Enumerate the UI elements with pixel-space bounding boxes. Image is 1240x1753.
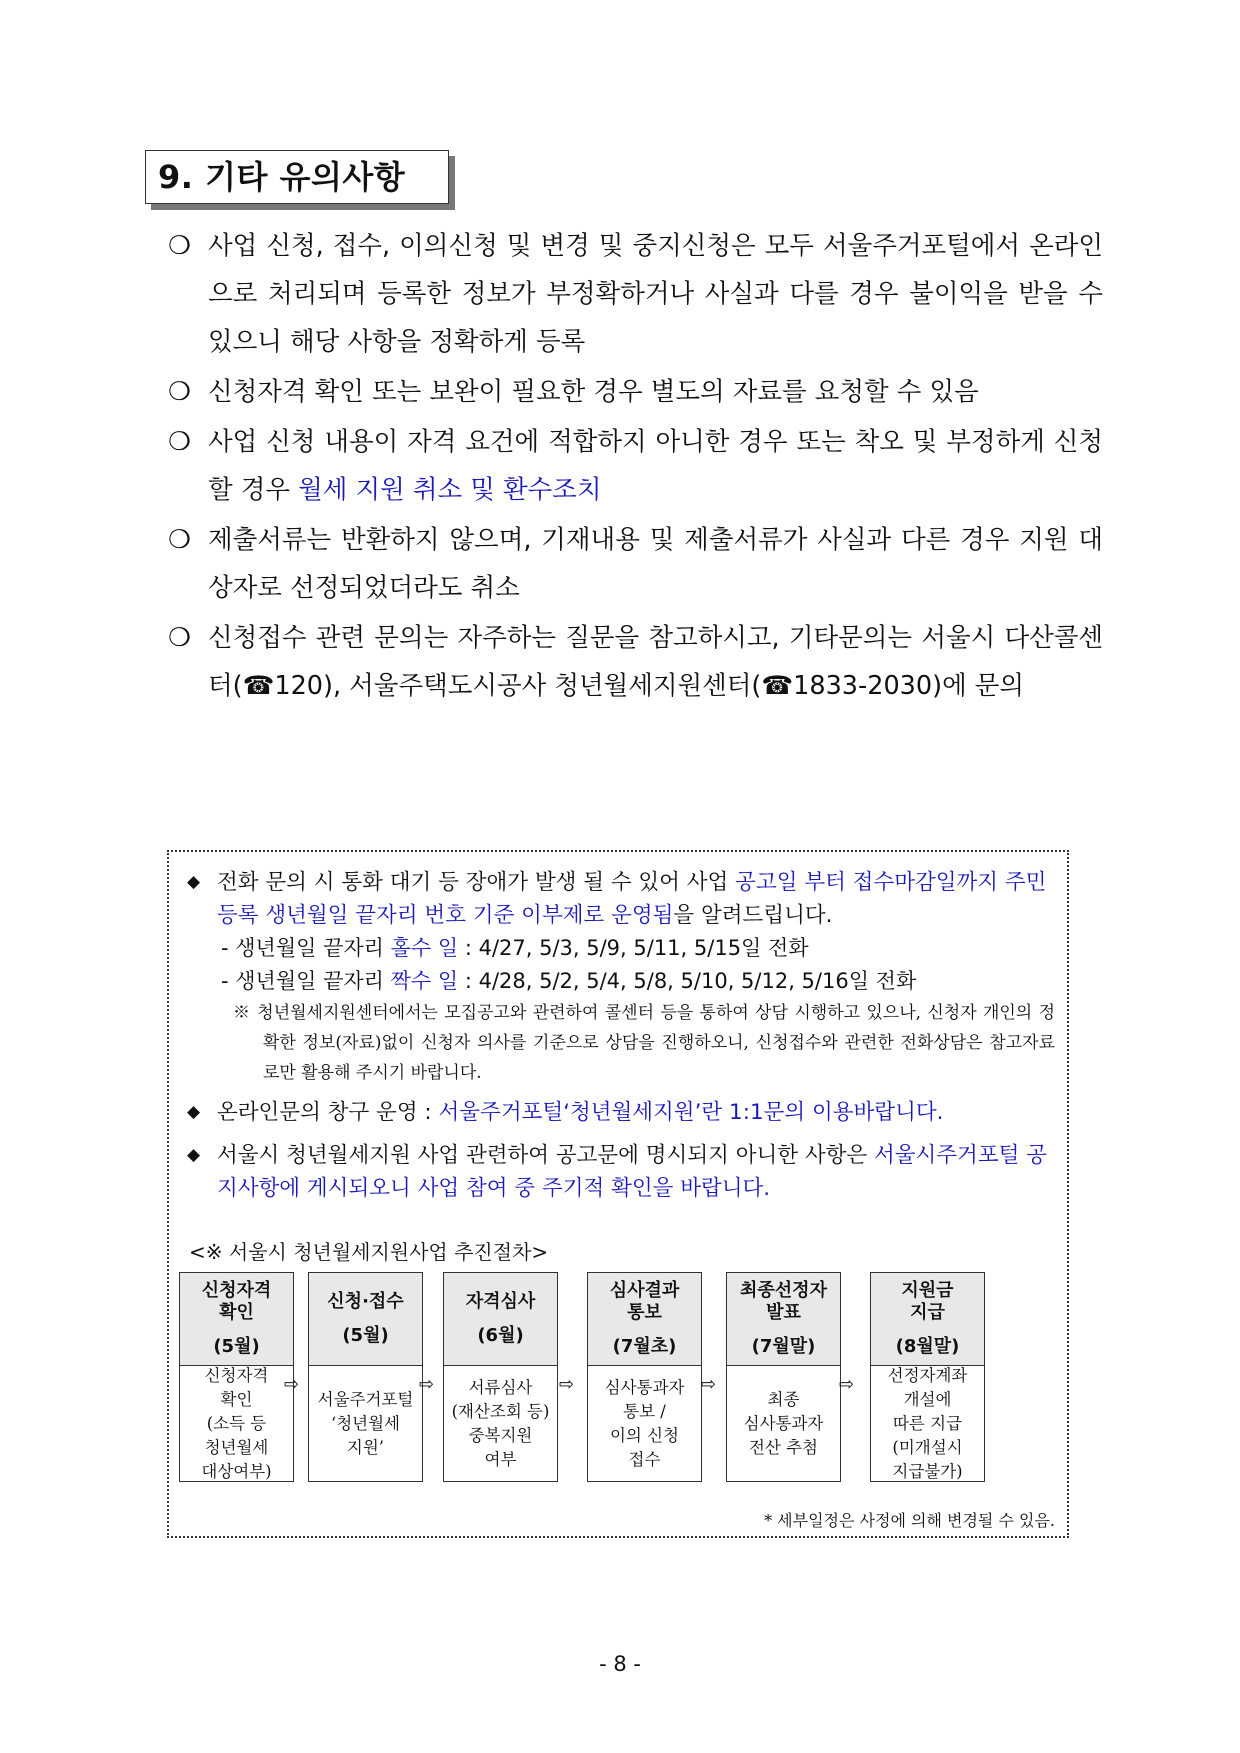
process-step — [726, 1272, 841, 1482]
item-text: 신청접수 관련 문의는 자주하는 질문을 참고하시고, 기타문의는 서울시 다산콜센터(☎120), 서울주택도시공사 청년월세지원센터(☎1833-2030)에 문의 — [208, 623, 1103, 701]
dash-suffix: : 4/28, 5/2, 5/4, 5/8, 5/10, 5/12, 5/16일 전화 — [458, 969, 917, 993]
notice-highlight: 서울주거포털‘청년월세지원’란 1:1문의 이용바랍니다. — [438, 1100, 944, 1125]
notice-item — [187, 1096, 1059, 1129]
circle-bullet-icon: ❍ — [168, 377, 191, 407]
step-date: (7월초) — [612, 1336, 677, 1357]
flow-arrow-icon: ⇨ — [559, 1374, 575, 1395]
notice-item — [187, 866, 1059, 932]
circle-bullet-icon: ❍ — [168, 427, 191, 457]
dash-prefix: - 생년월일 끝자리 — [221, 936, 391, 960]
dash-highlight: 짝수 일 — [390, 969, 459, 993]
page-number: - 8 - — [599, 1652, 641, 1676]
diamond-bullet-icon: ◆ — [187, 872, 201, 892]
step-date: (5월) — [342, 1325, 389, 1346]
flow-arrow-icon: ⇨ — [839, 1374, 855, 1395]
list-item — [168, 222, 1103, 366]
flow-arrow-icon: ⇨ — [284, 1374, 300, 1395]
circle-bullet-icon: ❍ — [168, 623, 191, 653]
schedule-odd — [187, 932, 1059, 965]
section-title: 9. 기타 유의사항 — [145, 150, 449, 204]
dash-suffix: : 4/27, 5/3, 5/9, 5/11, 5/15일 전화 — [458, 936, 809, 960]
step-date: (6월) — [477, 1325, 524, 1346]
notice-list — [168, 222, 1103, 712]
step-header — [180, 1273, 293, 1366]
item-text: 사업 신청 내용이 자격 요건에 적합하지 아니한 경우 또는 착오 및 부정하게 신청할 경우 — [208, 427, 1103, 505]
step-description: 신청자격 확인 (소득 등 청년월세 대상여부) — [201, 1366, 272, 1481]
step-header — [588, 1273, 701, 1366]
list-item — [168, 614, 1103, 710]
step-date: (7월말) — [751, 1336, 816, 1357]
dash-prefix: - 생년월일 끝자리 — [221, 969, 391, 993]
process-step — [179, 1272, 294, 1482]
process-step — [587, 1272, 702, 1482]
step-title: 신청·접수 — [327, 1291, 404, 1312]
step-header — [727, 1273, 840, 1366]
process-step — [308, 1272, 423, 1482]
notice-highlight: 서울시주거포털 공지사항에 게시되오니 사업 참여 중 주기적 확인을 바랍니다. — [217, 1143, 1047, 1201]
step-header — [871, 1273, 984, 1366]
process-title: <※ 서울시 청년월세지원사업 추진절차> — [189, 1240, 549, 1264]
circle-bullet-icon: ❍ — [168, 231, 191, 261]
reference-note: ※ 청년월세지원센터에서는 모집공고와 관련하여 콜센터 등을 통하여 상담 시행하고 있으나, 신청자 개인의 정확한 정보(자료)없이 신청자 의사를 기준으로 상담을 진행하오니, 신청접수와 관련한 전화상담은 참고자료 로만 활용해 주시기 바랍니다. — [233, 1003, 1055, 1083]
step-title: 최종선정자 발표 — [740, 1280, 827, 1323]
step-description: 심사통과자 통보 / 이의 신청 접수 — [604, 1378, 685, 1469]
list-item — [168, 418, 1103, 514]
notice-text-end: 을 알려드립니다. — [673, 903, 833, 928]
step-description: 서울주거포털 ‘청년월세 지원’ — [317, 1390, 414, 1457]
dash-highlight: 홀수 일 — [390, 936, 459, 960]
item-text: 신청자격 확인 또는 보완이 필요한 경우 별도의 자료를 요청할 수 있음 — [208, 377, 979, 407]
diamond-bullet-icon: ◆ — [187, 1102, 201, 1122]
flow-arrow-icon: ⇨ — [419, 1374, 435, 1395]
item-highlight: 월세 지원 취소 및 환수조치 — [298, 475, 602, 505]
diamond-bullet-icon: ◆ — [187, 1145, 201, 1165]
item-text: 사업 신청, 접수, 이의신청 및 변경 및 중지신청은 모두 서울주거포털에서 온라인으로 처리되며 등록한 정보가 부정확하거나 사실과 다를 경우 불이익을 받을 수 있으니 해당 사항을 정확하게 등록 — [208, 231, 1103, 357]
notice-text: 전화 문의 시 통화 대기 등 장애가 발생 될 수 있어 사업 — [217, 870, 736, 895]
step-title: 신청자격 확인 — [201, 1280, 272, 1323]
process-step — [870, 1272, 985, 1482]
step-description: 최종 심사통과자 전산 추첨 — [743, 1390, 824, 1457]
flow-arrow-icon: ⇨ — [701, 1374, 717, 1395]
schedule-footnote: * 세부일정은 사정에 의해 변경될 수 있음. — [764, 1511, 1055, 1530]
step-title: 자격심사 — [465, 1291, 536, 1312]
step-description: 서류심사 (재산조회 등) 중복지원 여부 — [451, 1378, 550, 1469]
list-item — [168, 516, 1103, 612]
circle-bullet-icon: ❍ — [168, 525, 191, 555]
step-header — [444, 1273, 557, 1366]
notice-box — [167, 850, 1069, 1538]
step-description: 선정자계좌 개설에 따른 지급 (미개설시 지급불가) — [887, 1366, 968, 1481]
step-date: (8월말) — [895, 1336, 960, 1357]
list-item — [168, 368, 1103, 416]
notice-text: 서울시 청년월세지원 사업 관련하여 공고문에 명시되지 아니한 사항은 — [217, 1143, 874, 1168]
step-title: 지원금 지급 — [901, 1280, 954, 1323]
notice-item — [187, 1139, 1059, 1205]
notice-text: 온라인문의 창구 운영 : — [217, 1100, 439, 1125]
step-header — [309, 1273, 422, 1366]
item-text: 제출서류는 반환하지 않으며, 기재내용 및 제출서류가 사실과 다른 경우 지원 대상자로 선정되었더라도 취소 — [208, 525, 1103, 603]
schedule-even — [187, 965, 1059, 998]
step-title: 심사결과 통보 — [609, 1280, 680, 1323]
step-date: (5월) — [213, 1336, 260, 1357]
process-step — [443, 1272, 558, 1482]
notice-highlight: 공고일 부터 접수마감일까지 주민등록 생년월일 끝자리 번호 기준 이부제로 운영됨 — [217, 870, 1047, 928]
